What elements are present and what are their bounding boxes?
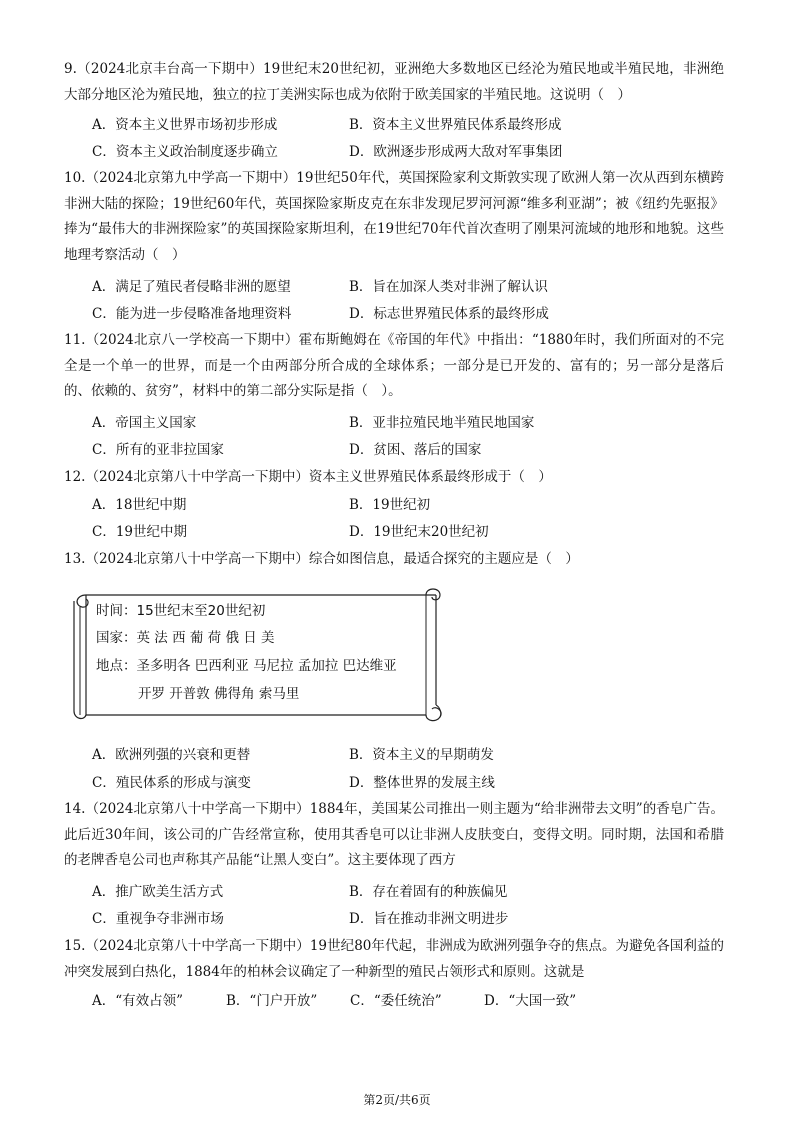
question-10-option-c[interactable]: C．能为进一步侵略准备地理资料 xyxy=(92,306,292,322)
question-10-options-row-2 xyxy=(92,302,732,327)
question-15-stem: 15.（2024北京第八十中学高一下期中）19世纪80年代起，非洲成为欧洲列强争夺的焦点。为避免各国利益的冲突发展到白热化，1884年的柏林会议确定了一种新型的殖民占领形式和原则。这就是 xyxy=(64,938,724,980)
scroll-countries-line: 国家：英 法 西 葡 荷 俄 日 美 xyxy=(96,630,275,646)
page-footer: 第2页/共6页 xyxy=(363,1093,431,1107)
question-11-options-row-2 xyxy=(92,438,732,463)
question-14-option-b[interactable]: B．存在着固有的种族偏见 xyxy=(349,884,508,900)
question-10-stem: 10.（2024北京第九中学高一下期中）19世纪50年代，英国探险家利文斯敦实现了欧洲人第一次从西到东横跨非洲大陆的探险；19世纪60年代，英国探险家斯皮克在东非发现尼罗河河源“维多利亚湖”；被《纽约先驱报》捧为“最伟大的非洲探险家”的英国探险家斯坦利，在19世纪70年代首次查明了刚果河流域的地形和地貌。这些地理考察活动（ ） xyxy=(64,170,724,263)
question-13-options-row-2 xyxy=(92,771,732,796)
question-13-option-c[interactable]: C．殖民体系的形成与演变 xyxy=(92,775,251,791)
question-12-option-c[interactable]: C．19世纪中期 xyxy=(92,524,188,540)
question-12-option-b[interactable]: B．19世纪初 xyxy=(349,497,431,513)
question-11-options-row-1 xyxy=(92,411,732,436)
question-12-stem: 12.（2024北京第八十中学高一下期中）资本主义世界殖民体系最终形成于（ ） xyxy=(64,469,552,485)
question-9-option-b[interactable]: B．资本主义世界殖民体系最终形成 xyxy=(349,117,562,133)
scroll-figure xyxy=(70,585,446,723)
question-12-options-row-1 xyxy=(92,493,732,518)
scroll-places-line: 地点：圣多明各 巴西利亚 马尼拉 孟加拉 巴达维亚 xyxy=(96,658,397,674)
question-15-options-row xyxy=(92,989,732,1014)
question-10-option-b[interactable]: B．旨在加深人类对非洲了解认识 xyxy=(349,279,548,295)
question-14-stem: 14.（2024北京第八十中学高一下期中）1884年，美国某公司推出一则主题为“给非洲带去文明”的香皂广告。此后近30年间，该公司的广告经常宣称，使用其香皂可以让非洲人皮肤变白，变得文明。同时期，法国和希腊的老牌香皂公司也声称其产品能“让黑人变白”。这主要体现了西方 xyxy=(64,801,724,868)
question-13-stem: 13.（2024北京第八十中学高一下期中）综合如图信息，最适合探究的主题应是（ ） xyxy=(64,551,579,567)
question-14-options-row-1 xyxy=(92,880,732,905)
question-14-option-d[interactable]: D．旨在推动非洲文明进步 xyxy=(349,911,509,927)
question-15-option-b[interactable]: B．“门户开放” xyxy=(226,993,318,1009)
question-13-option-a[interactable]: A．欧洲列强的兴衰和更替 xyxy=(92,747,251,763)
question-12-option-d[interactable]: D．19世纪末20世纪初 xyxy=(349,524,489,540)
question-11-stem: 11.（2024北京八一学校高一下期中）霍布斯鲍姆在《帝国的年代》中指出：“1880年时，我们所面对的不完全是一个单一的世界，而是一个由两部分所合成的全球体系；一部分是已开发的、富有的；另一部分是落后的、依赖的、贫穷”，材料中的第二部分实际是指（ ）。 xyxy=(64,332,724,399)
question-14-option-a[interactable]: A．推广欧美生活方式 xyxy=(92,884,224,900)
question-15-option-a[interactable]: A．“有效占领” xyxy=(92,993,184,1009)
question-12-option-a[interactable]: A．18世纪中期 xyxy=(92,497,187,513)
question-10-options-row-1 xyxy=(92,275,732,300)
question-14-options-row-2 xyxy=(92,907,732,932)
question-13-options-row-1 xyxy=(92,743,732,768)
question-10-option-d[interactable]: D．标志世界殖民体系的最终形成 xyxy=(349,306,549,322)
question-13-option-b[interactable]: B．资本主义的早期萌发 xyxy=(349,747,494,763)
scroll-time-line: 时间：15世纪末至20世纪初 xyxy=(96,603,266,619)
question-9-stem: 9.（2024北京丰台高一下期中）19世纪末20世纪初，亚洲绝大多数地区已经沦为殖民地或半殖民地，非洲绝大部分地区沦为殖民地，独立的拉丁美洲实际也成为依附于欧美国家的半殖民地。这说明（ ） xyxy=(64,61,724,103)
scroll-places-line-2: 开罗 开普敦 佛得角 索马里 xyxy=(138,686,300,702)
question-9-option-c[interactable]: C．资本主义政治制度逐步确立 xyxy=(92,144,278,160)
question-12-options-row-2 xyxy=(92,520,732,545)
question-9-option-d[interactable]: D．欧洲逐步形成两大敌对军事集团 xyxy=(349,144,563,160)
question-13-option-d[interactable]: D．整体世界的发展主线 xyxy=(349,775,495,791)
question-11-option-b[interactable]: B．亚非拉殖民地半殖民地国家 xyxy=(349,415,535,431)
question-15-option-c[interactable]: C．“委任统治” xyxy=(350,993,442,1009)
question-9-options-row-2 xyxy=(92,140,732,165)
question-14-option-c[interactable]: C．重视争夺非洲市场 xyxy=(92,911,224,927)
question-9-option-a[interactable]: A．资本主义世界市场初步形成 xyxy=(92,117,278,133)
question-11-option-a[interactable]: A．帝国主义国家 xyxy=(92,415,197,431)
question-10-option-a[interactable]: A．满足了殖民者侵略非洲的愿望 xyxy=(92,279,291,295)
question-15-option-d[interactable]: D．“大国一致” xyxy=(484,993,577,1009)
question-11-option-c[interactable]: C．所有的亚非拉国家 xyxy=(92,442,224,458)
question-9-options-row-1 xyxy=(92,113,732,138)
question-11-option-d[interactable]: D．贫困、落后的国家 xyxy=(349,442,482,458)
